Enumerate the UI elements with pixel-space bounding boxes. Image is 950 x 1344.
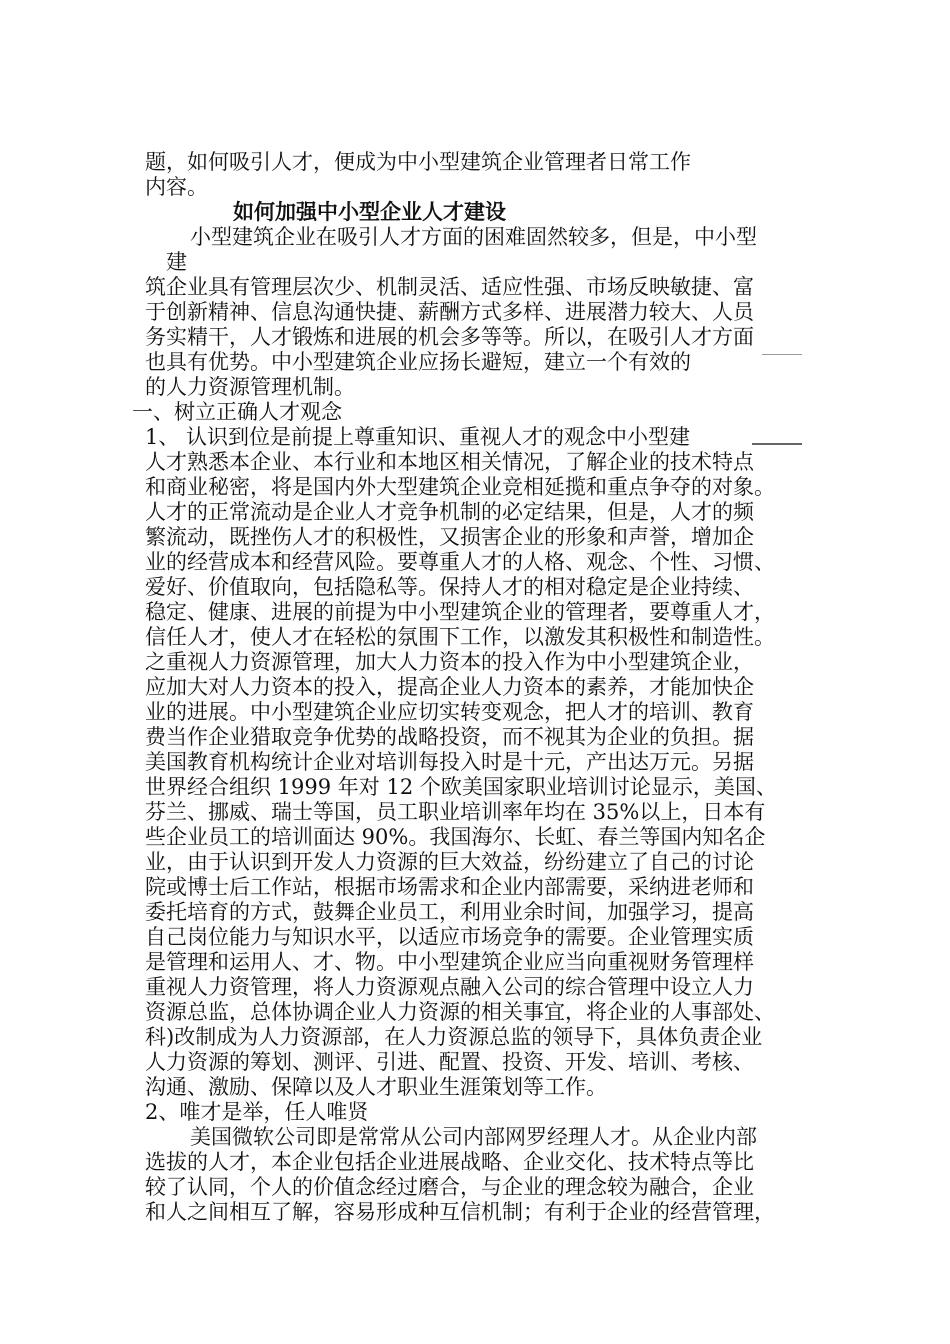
item-line: 自己岗位能力与知识水平，以适应市场竞争的需要。企业管理实质 xyxy=(145,925,754,949)
item-line: 世界经合组织 1999 年对 12 个欧美国家职业培训讨论显示，美国、 xyxy=(145,775,777,799)
item-line: 之重视人力资源管理，加大人力资本的投入作为中小型建筑企业， xyxy=(145,650,754,674)
paragraph-line: 的人力资源管理机制。 xyxy=(145,375,355,399)
item-line: 委托培育的方式，鼓舞企业员工，利用业余时间，加强学习，提高 xyxy=(145,900,754,924)
item-line: 爱好、价值取向，包括隐私等。保持人才的相对稳定是企业持续、 xyxy=(145,575,754,599)
item-line: 重视人力资管理，将人力资源观点融入公司的综合管理中设立人力 xyxy=(145,975,754,999)
item-line: 繁流动，既挫伤人才的积极性，又损害企业的形象和声誉，增加企 xyxy=(145,525,754,549)
item-line: 信任人才，使人才在轻松的氛围下工作，以激发其积极性和制造性。 xyxy=(145,625,775,649)
paragraph-line: 筑企业具有管理层次少、机制灵活、适应性强、市场反映敏捷、富 xyxy=(145,275,754,299)
intro-line: 内容。 xyxy=(145,175,208,199)
paragraph-line: 较了认同，个人的价值念经过磨合，与企业的理念较为融合，企业 xyxy=(145,1175,754,1199)
paragraph-line: 选拔的人才，本企业包括企业进展战略、企业交化、技术特点等比 xyxy=(145,1150,754,1174)
document-title: 如何加强中小型企业人才建设 xyxy=(233,199,506,224)
item-line: 芬兰、挪威、瑞士等国，员工职业培训率年均在 35%以上，日本有 xyxy=(145,800,766,824)
item-line: 院或博士后工作站，根据市场需求和企业内部需要，采纳进老师和 xyxy=(145,875,754,899)
item-line: 和商业秘密，将是国内外大型建筑企业竞相延揽和重点争夺的对象。 xyxy=(145,475,775,499)
item-line: 应加大对人力资本的投入，提高企业人力资本的素养，才能加快企 xyxy=(145,675,754,699)
scan-artifact xyxy=(762,354,802,355)
section-heading: 一、树立正确人才观念 xyxy=(132,400,342,424)
item-line: 美国教育机构统计企业对培训每投入时是十元，产出达万元。另据 xyxy=(145,750,754,774)
item-line: 人力资源的筹划、测评、引进、配置、投资、开发、培训、考核、 xyxy=(145,1050,754,1074)
item-line: 业的进展。中小型建筑企业应切实转变观念，把人才的培训、教育 xyxy=(145,700,754,724)
item-line: 资源总监，总体协调企业人力资源的相关事宜，将企业的人事部处、 xyxy=(145,1000,775,1024)
paragraph-line: 和人之间相互了解，容易形成种互信机制；有利于企业的经营管理， xyxy=(145,1200,775,1224)
paragraph-line: 于创新精神、信息沟通快捷、薪酬方式多样、进展潜力较大、人员 xyxy=(145,300,754,324)
item-line: 人才的正常流动是企业人才竞争机制的必定结果，但是，人才的频 xyxy=(145,500,754,524)
item-line: 些企业员工的培训面达 90%。我国海尔、长虹、春兰等国内知名企 xyxy=(145,825,766,849)
item-line: 是管理和运用人、才、物。中小型建筑企业应当向重视财务管理样 xyxy=(145,950,754,974)
paragraph-line: 小型建筑企业在吸引人才方面的困难固然较多，但是，中小型 xyxy=(190,225,757,249)
subsection-heading: 2、唯才是举，任人唯贤 xyxy=(145,1100,369,1124)
item-line: 1、 认识到位是前提上尊重知识、重视人才的观念中小型建 xyxy=(145,425,691,449)
item-line: 科)改制成为人力资源部，在人力资源总监的领导下，具体负责企业 xyxy=(145,1025,763,1049)
intro-line: 题，如何吸引人才，便成为中小型建筑企业管理者日常工作 xyxy=(145,150,691,174)
item-line: 人才熟悉本企业、本行业和本地区相关情况，了解企业的技术特点 xyxy=(145,450,754,474)
item-line: 费当作企业猎取竞争优势的战略投资，而不视其为企业的负担。据 xyxy=(145,725,754,749)
paragraph-line: 建 xyxy=(166,250,187,274)
item-line: 业，由于认识到开发人力资源的巨大效益，纷纷建立了自己的讨论 xyxy=(145,850,754,874)
paragraph-line: 务实精干，人才锻炼和进展的机会多等等。所以，在吸引人才方面 xyxy=(145,325,754,349)
paragraph-line: 也具有优势。中小型建筑企业应扬长避短，建立一个有效的 xyxy=(145,350,691,374)
paragraph-line: 美国微软公司即是常常从公司内部网罗经理人才。从企业内部 xyxy=(190,1125,757,1149)
scan-artifact xyxy=(752,443,802,445)
item-line: 业的经营成本和经营风险。要尊重人才的人格、观念、个性、习惯、 xyxy=(145,550,775,574)
item-line: 稳定、健康、进展的前提为中小型建筑企业的管理者，要尊重人才， xyxy=(145,600,775,624)
item-line: 沟通、激励、保障以及人才职业生涯策划等工作。 xyxy=(145,1075,607,1099)
